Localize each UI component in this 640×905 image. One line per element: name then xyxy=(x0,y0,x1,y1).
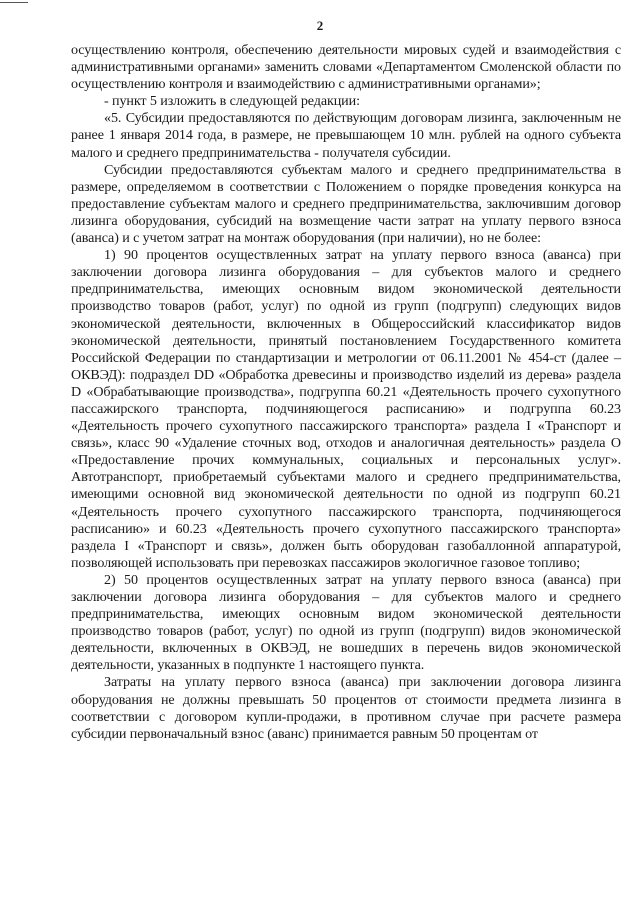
paragraph: 2) 50 процентов осуществленных затрат на уплату первого взноса (аванса) при заключении договора лизинга оборудования – для субъектов малого и среднего предпринимательства, имеющих основным видом экономической деятельности производство товаров (работ, услуг) по одной из групп (подгрупп) видов экономической деятельности, включенных в ОКВЭД, не вошедших в перечень видов экономической деятельности, указанных в подпункте 1 настоящего пункта. xyxy=(71,571,621,674)
body-text xyxy=(71,42,621,743)
paragraph: - пункт 5 изложить в следующей редакции: xyxy=(104,93,360,110)
paragraph: Затраты на уплату первого взноса (аванса) при заключении договора лизинга оборудования не должны превышать 50 процентов от стоимости предмета лизинга в соответствии с договором купли-продажи, в противном случае при расчете размера субсидии первоначальный взнос (аванс) принимается равным 50 процентам от xyxy=(71,674,621,742)
paragraph: 1) 90 процентов осуществленных затрат на уплату первого взноса (аванса) при заключении договора лизинга оборудования – для субъектов малого и среднего предпринимательства, имеющих основным видом экономической деятельности производство товаров (работ, услуг) по одной из групп (подгрупп) следующих видов экономической деятельности, включенных в Общероссийский классификатор видов экономической деятельности, принятый постановлением Государственного комитета Российской Федерации по стандартизации и метрологии от 06.11.2001 № 454-ст (далее – ОКВЭД): подраздел DD «Обработка древесины и производство изделий из дерева» раздела D «Обрабатывающие производства», подгруппа 60.21 «Деятельность прочего сухопутного пассажирского транспорта, подчиняющегося расписанию» и подгруппа 60.23 «Деятельность прочего сухопутного пассажирского транспорта» раздела I «Транспорт и связь», класс 90 «Удаление сточных вод, отходов и аналогичная деятельность» раздела O «Предоставление прочих коммунальных, социальных и персональных услуг». Автотранспорт, приобретаемый субъектами малого и среднего предпринимательства, имеющими основной вид экономической деятельности по одной из подгрупп 60.21 «Деятельность прочего сухопутного пассажирского транспорта, подчиняющегося расписанию» и 60.23 «Деятельность прочего сухопутного пассажирского транспорта» раздела I «Транспорт и связь», должен быть оборудован газобаллонной аппаратурой, позволяющей использовать при перевозках пассажиров экологичное газовое топливо; xyxy=(71,247,621,571)
paragraph: Субсидии предоставляются субъектам малого и среднего предпринимательства в размере, определяемом в соответствии с Положением о порядке проведения конкурса на предоставление субъектам малого и среднего предпринимательства, заключившим договор лизинга оборудования, субсидий на возмещение части затрат на уплату первого взноса (аванса) и с учетом затрат на монтаж оборудования (при наличии), но не более: xyxy=(71,161,621,247)
paragraph: «5. Субсидии предоставляются по действующим договорам лизинга, заключенным не ранее 1 января 2014 года, в размере, не превышающем 10 млн. рублей на одного субъекта малого и среднего предпринимательства - получателя субсидии. xyxy=(71,110,621,161)
paragraph: осуществлению контроля, обеспечению деятельности мировых судей и взаимодействия с административными органами» заменить словами «Департаментом Смоленской области по осуществлению контроля и взаимодействию с административными органами»; xyxy=(71,42,621,93)
top-rule xyxy=(0,2,28,3)
page-number: 2 xyxy=(316,18,324,33)
